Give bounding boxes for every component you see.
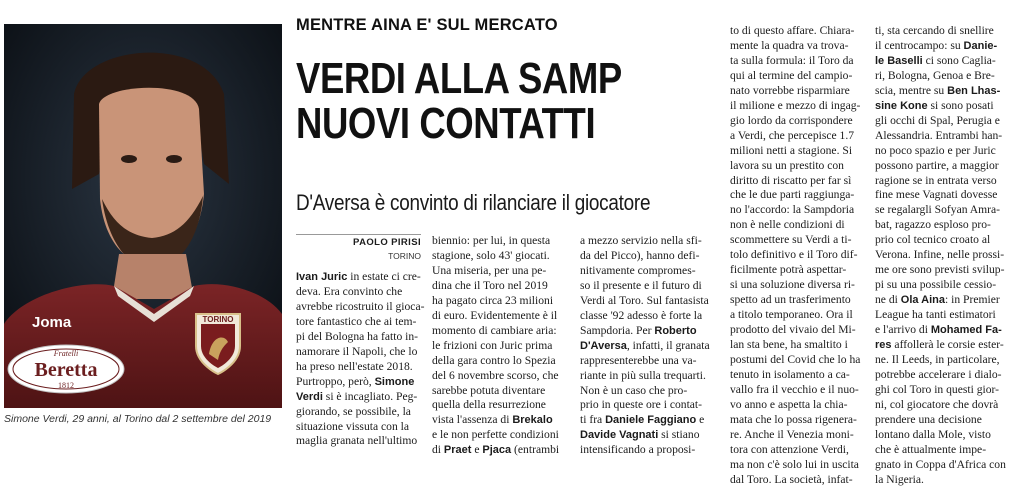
text-line [580,279,720,294]
text-line [432,279,572,294]
text-run: affollerà le corsie ester- [891,338,1004,352]
badge-label: TORINO [202,315,234,324]
text-line [296,420,424,435]
text-run: classe '92 adesso è forte la [580,308,703,322]
text-line [580,309,720,324]
text-line [580,428,720,443]
text-line [296,270,424,285]
text-line [296,375,424,390]
text-run: nato vorrebbe risparmiare [730,83,850,97]
brand-label: Joma [32,314,72,331]
byline [296,234,421,261]
text-run: postumi del Covid che lo ha [730,352,861,366]
text-run: giorando, se possibile, la [296,404,411,418]
name-highlight: Roberto [654,324,697,337]
text-run: tore fantastico che ai tem- [296,314,417,328]
text-line [432,234,572,249]
text-run: Alessandria. Entrambi han- [875,128,1003,142]
text-line [875,159,1020,174]
photo-caption: Simone Verdi, 29 anni, al Torino dal 2 settembre del 2019 [4,413,272,425]
text-run: e l'arrivo di [875,323,931,337]
text-line [875,323,1020,338]
text-run: me ore sono previsti svilup- [875,263,1005,277]
text-line [432,413,572,428]
article-column-1 [296,270,424,449]
text-line [730,159,870,174]
text-line [875,353,1020,368]
text-run: mata che lo possa rigenera- [730,412,857,426]
text-line [875,413,1020,428]
text-run: scommettere su Verdi a ti- [730,233,852,247]
text-line [730,443,870,458]
text-line [875,308,1020,323]
text-line [580,384,720,399]
name-highlight: Daniele Faggiano [605,414,697,427]
text-run: lan sta bene, ha smaltito i [730,338,848,352]
text-line [296,285,424,300]
text-line [875,263,1020,278]
article-column-2 [432,234,572,458]
text-line [875,129,1020,144]
text-line [580,354,720,369]
text-line [580,339,720,354]
text-line [875,473,1020,488]
name-highlight: sine Kone [875,99,928,112]
text-run: pi su una possibile cessio- [875,278,997,292]
player-illustration [4,24,282,408]
text-line [875,144,1020,159]
player-photo [4,24,282,408]
text-run: e le non perfette condizioni [432,428,559,442]
text-run: il milione e mezzo di ingag- [730,98,861,112]
text-run: namorare il Napoli, che lo [296,344,418,358]
text-line [432,294,572,309]
text-line [432,354,572,369]
text-line [432,324,572,339]
headline [296,56,622,146]
name-highlight: Verdi [296,390,323,403]
text-line [432,398,572,413]
text-run: vallo fra il vecchio e il nuo- [730,382,859,396]
text-run: qui al termine del campio- [730,68,853,82]
text-line [730,368,870,383]
text-run: possono partire, a maggior [875,158,999,172]
text-run: prio col tecnico croato al [875,233,991,247]
text-line [580,249,720,264]
text-run: momento di cambiare aria: [432,323,557,337]
text-run: riante in più sulla trequarti. [580,368,706,382]
text-line [730,188,870,203]
text-run: scia, mentre su [875,83,948,97]
text-run: Sampdoria. Per [580,323,655,337]
text-run: gli occhi di Spal, Perugia e [875,113,1000,127]
text-line [730,248,870,263]
text-line [875,203,1020,218]
text-line [730,84,870,99]
headline-line-1: VERDI ALLA SAMP [296,54,622,103]
text-line [730,69,870,84]
text-run: si stiano [658,428,700,442]
name-highlight: Praet [443,444,472,457]
text-line [730,129,870,144]
text-run: nitivamente compromes- [580,263,696,277]
text-run: avrebbe ricostruito il gioca- [296,299,425,313]
text-line [432,339,572,354]
text-line [730,323,870,338]
sponsor-small: Fratelli [53,349,79,358]
text-run: deva. Era convinto che [296,284,403,298]
name-highlight: Ivan Juric [296,271,348,283]
text-run: da del Picco), hanno defi- [580,248,700,262]
text-run: si è incagliato. Peg- [322,389,418,403]
text-run: ha pagato circa 23 milioni [432,293,554,307]
text-line [296,315,424,330]
text-run: dina che il Toro nel 2019 [432,278,548,292]
text-line [296,390,424,405]
text-line [296,360,424,375]
subhead: D'Aversa è convinto di rilanciare il giocatore [296,190,651,215]
text-line [432,249,572,264]
text-run: (entrambi [511,443,560,457]
text-line [730,203,870,218]
text-run: ne. Il Leeds, in particolare, [875,352,1000,366]
text-run: a titolo temporaneo. Ora il [730,308,853,322]
name-highlight: Mohamed Fa- [930,324,1002,337]
headline-line-2: NUOVI CONTATTI [296,99,596,148]
text-line [730,308,870,323]
text-run: dal Toro. La società, infat- [730,472,853,486]
text-line [432,428,572,443]
text-line [432,369,572,384]
text-run: ti, sta cercando di snellire [875,24,994,37]
text-line [580,413,720,428]
text-line [875,368,1020,383]
text-line [875,24,1020,39]
author: PAOLO PIRISI [353,237,421,248]
text-run: diritto di riscatto per far sì [730,173,852,187]
dateline: TORINO [388,251,421,261]
text-line [730,458,870,473]
text-run: prodotto del vivaio del Mi- [730,323,856,337]
text-line [296,330,424,345]
name-highlight: Brekalo [512,414,553,427]
text-line [875,248,1020,263]
text-line [875,69,1020,84]
name-highlight: Davide Vagnati [580,429,659,442]
text-line [730,473,870,488]
text-line [875,383,1020,398]
text-run: prendere una decisione [875,412,982,426]
sponsor-logo [8,345,124,393]
text-run: lontano dalla Mole, visto [875,427,991,441]
text-line [580,398,720,413]
text-line [730,338,870,353]
name-highlight: Danie- [963,39,998,52]
name-highlight: D'Aversa [580,339,627,352]
text-run: ghi col Toro in questi gior- [875,382,1000,396]
kicker: MENTRE AINA E' SUL MERCATO [296,16,558,34]
text-run: pi del Bologna ha fatto in- [296,329,419,343]
text-run: a Verdi, che percepisce 1.7 [730,128,855,142]
text-run: ma non c'è solo lui in uscita [730,457,859,471]
text-line [730,114,870,129]
text-run: re. Anche il Venezia moni- [730,427,854,441]
text-run: non è nelle condizioni di [730,218,845,232]
text-run: Una miseria, per una pe- [432,263,547,277]
text-run: il centrocampo: su [875,38,964,52]
name-highlight: le Baselli [875,54,923,67]
text-run: della gara contro lo Spezia [432,353,556,367]
text-run: no l'accordo: la Sampdoria [730,203,855,217]
text-line [730,218,870,233]
text-run: League ha tanti estimatori [875,308,996,322]
text-line [875,278,1020,293]
text-run: ri, Bologna, Genoa e Bre- [875,68,995,82]
text-run: ci sono Caglia- [922,53,996,67]
text-run: a mezzo servizio nella sfi- [580,234,702,247]
text-run: intensificando a proposi- [580,443,696,457]
text-run: mente la quadra va trova- [730,38,849,52]
text-run: di euro. Evidentemente è il [432,308,558,322]
text-run: Verona. Infine, nelle prossi- [875,248,1005,262]
text-line [875,174,1020,189]
text-run: che è attualmente impe- [875,442,987,456]
text-line [580,234,720,249]
text-run: ficilmente potrà aspettar- [730,263,847,277]
text-run: ha preso nell'estate 2018. [296,359,413,373]
name-highlight: Simone [374,375,415,388]
text-run: ragione se in entrata verso [875,173,997,187]
text-line [730,263,870,278]
text-line [730,383,870,398]
text-line [730,174,870,189]
text-line [296,345,424,360]
text-run: , infatti, il granata [626,338,710,352]
text-line [730,233,870,248]
text-line [875,218,1020,233]
text-run: e [696,413,705,427]
text-line [875,338,1020,353]
text-line [730,39,870,54]
text-run: sarebbe potuta diventare [432,383,546,397]
text-line [432,384,572,399]
text-line [730,24,870,39]
text-run: Purtroppo, però, [296,374,375,388]
text-run: vo anno e aspetta la chia- [730,397,848,411]
text-run: ne di [875,293,901,307]
text-run: Non è un caso che pro- [580,383,688,397]
text-line [730,413,870,428]
text-line [875,428,1020,443]
text-run: che le due parti raggiunga- [730,188,855,202]
name-highlight: Ben Lhas- [947,84,1001,97]
text-line [730,54,870,69]
text-line [296,434,424,449]
sponsor-name: Beretta [34,359,98,381]
text-line [875,233,1020,248]
text-run: gnato in Coppa d'Africa con [875,457,1006,471]
name-highlight: res [875,339,892,352]
text-run: tenuto in isolamento a ca- [730,367,850,381]
text-line [730,353,870,368]
article-column-4 [730,24,870,488]
text-line [730,398,870,413]
text-run: fine mese Vagnati dovesse [875,188,998,202]
text-line [875,54,1020,69]
text-line [580,294,720,309]
text-run: si sono posati [927,98,994,112]
text-line [875,114,1020,129]
text-line [875,398,1020,413]
text-line [875,293,1020,308]
sponsor-year: 1812 [58,381,74,390]
text-line [730,99,870,114]
text-run: e [471,443,483,457]
text-run: stagione, solo 43' giocati. [432,248,550,262]
text-run: spetto ad un trasferimento [730,293,851,307]
text-line [875,99,1020,114]
text-line [875,443,1020,458]
text-run: milioni netti a stagione. Si [730,143,853,157]
text-run: potrebbe accelerare i dialo- [875,367,1002,381]
text-run: la Nigeria. [875,472,924,486]
text-run: ta sulla formula: il Toro da [730,53,854,67]
text-run: bat, ragazzo esploso pro- [875,218,991,232]
text-line [875,458,1020,473]
text-run: le frizioni con Juric prima [432,338,553,352]
text-line [296,300,424,315]
text-run: si una soluzione diversa ri- [730,278,855,292]
name-highlight: Pjaca [482,444,512,457]
text-run: quella della resurrezione [432,398,546,412]
text-run: rappresenterebbe una va- [580,353,697,367]
text-run: maglia granata nell'ultimo [296,434,418,448]
text-line [730,144,870,159]
text-run: ti fra [580,413,606,427]
text-line [580,264,720,279]
article-column-3 [580,234,720,458]
text-line [580,369,720,384]
text-line [730,428,870,443]
text-run: : in Premier [944,293,1000,307]
text-run: Verdi al Toro. Sul fantasista [580,293,709,307]
text-line [432,309,572,324]
article-column-5 [875,24,1020,488]
text-run: vista l'assenza di [432,413,513,427]
text-line [730,293,870,308]
text-run: tora con attenzione Verdi, [730,442,849,456]
text-run: no poco spazio e per Juric [875,143,996,157]
text-run: lavora su un prestito con [730,158,844,172]
text-run: di [432,443,444,457]
text-run: in estate ci cre- [347,270,421,283]
text-run: prio in queste ore i contat- [580,398,703,412]
text-run: situazione vissuta con la [296,419,410,433]
text-run: gio lordo da corrispondere [730,113,853,127]
text-line [875,188,1020,203]
text-line [875,84,1020,99]
text-line [580,324,720,339]
text-run: so il presente e il futuro di [580,278,702,292]
text-run: tolo definitivo e il Toro dif- [730,248,858,262]
text-run: biennio: per lui, in questa [432,234,551,247]
text-line [875,39,1020,54]
text-line [296,405,424,420]
text-run: to di questo affare. Chiara- [730,24,855,37]
text-line [730,278,870,293]
name-highlight: Ola Aina [900,294,945,307]
text-run: se regalargli Sofyan Amra- [875,203,1001,217]
text-run: del 6 novembre scorso, che [432,368,559,382]
text-line [432,264,572,279]
text-run: ni, col giocatore che dovrà [875,397,999,411]
